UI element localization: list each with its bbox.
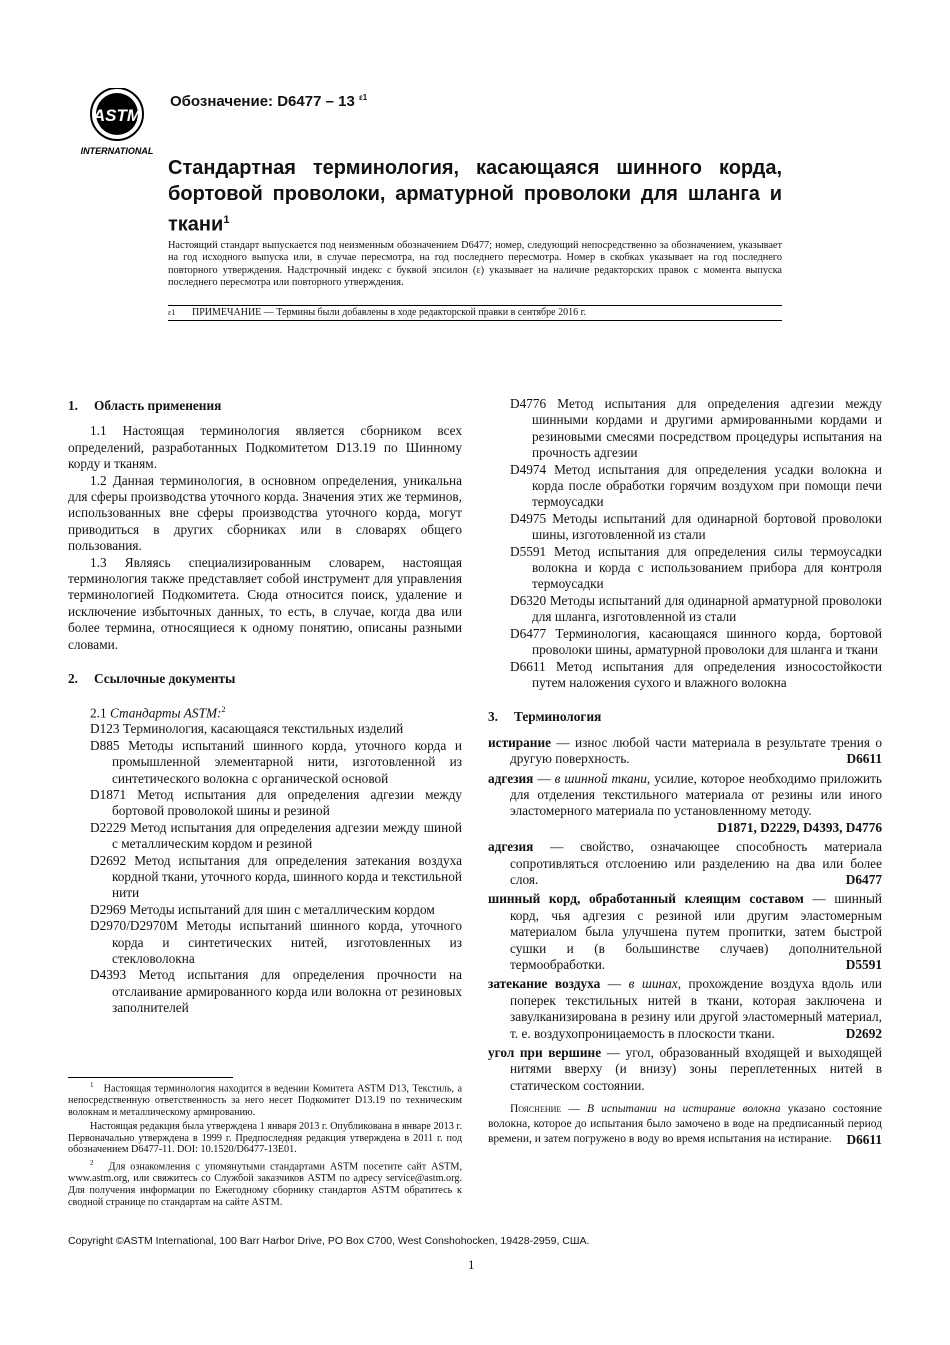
reference-item: D6611 Метод испытания для определения износостойкости путем наложения сухого и влажного волокна [510,658,882,690]
footnote [68,1080,462,1119]
reference-item: D6320 Методы испытаний для одинарной арматурной проволоки для шланга, изготовленной из стали [510,592,882,625]
designation [170,93,367,110]
footnote-text: Настоящая редакция была утверждена 1 января 2013 г. Опубликована в январе 2013 г. Первоначально утверждена в 1999 г. Предпоследняя редакция утверждена в 2011 г. под обозначением D6477-11. DOI: 10.1520/D6477-13E01. [68,1120,462,1156]
para-1-3: 1.3 Являясь специализированным словарем, настоящая терминология также представляет собой инструмент для управления терминологией Подкомитета. Сюда относится поиск, удаление и исключение избыточных данных, то есть, в случае, когда два или более термина, относящиеся к одному понятию, описаны разными словами. [68,554,462,652]
section-2-title: Ссылочные документы [94,671,236,687]
section-3-num: 3. [488,709,498,725]
para-2-1-num: 2.1 [90,704,107,720]
reference-item: D4393 Метод испытания для определения прочности на отслаивание армированного корда или волокна от резиновых заполнителей [90,967,462,1016]
logo-text-bottom: INTERNATIONAL [80,146,154,156]
term-source-code: D5591 [845,957,882,972]
term-source-code: D2692 [845,1025,882,1041]
term-entry [488,891,882,973]
reference-item: D2970/D2970M Методы испытаний шинного корда, уточного корда и синтетических нитей, изготовленных из стекловолокна [90,918,462,967]
explanation-text: указано состояние волокна, которое до испытания было замочено в воде на предписанный период времени, и затем погружено в воду во время испытания на истирание. [488,1103,882,1146]
section-1-title: Область применения [94,398,222,413]
reference-item: D1871 Метод испытания для определения адгезии между бортовой проволокой шины и резиной [90,786,462,819]
term-name: адгезия [488,839,534,855]
logo-text-top: ASTM [92,106,142,125]
para-2-1 [68,702,462,722]
reference-list-left [68,721,462,1016]
term-entry [488,839,882,888]
reference-item: D5591 Метод испытания для определения силы термоусадки волокна и корда с использованием прибора для контроля термоусадки [510,543,882,592]
term-entry: адгезия — в шинной ткани, усилие, которое необходимо приложить для отделения текстильного материала от резины или иного эластомерного материала по установленному методу. D1871, D2229, D4393, D4776 [488,770,882,835]
term-definition: — свойство, означающее способность материала сопротивляться отслоению или разделению на два или более слоя. [510,839,882,887]
term-name: адгезия [488,770,534,786]
term-name: истирание [488,734,552,750]
footnote [68,1158,462,1209]
reference-item: D4776 Метод испытания для определения адгезии между шинными кордами и другими армированными кордами и резиновыми смесями посредством процедуры испытания на прочность адгезии [510,396,882,461]
term-source-code: D6611 [846,751,882,767]
reference-item: D123 Терминология, касающаяся текстильных изделий [90,721,404,737]
explanation-italic: В испытании на истирание волокна [586,1103,781,1116]
term-name: затекание воздуха [488,976,601,992]
term-qualifier: в шинах [628,976,678,992]
term-entry [488,735,882,768]
note-eps: ε1 [168,308,176,317]
reference-item: D885 Методы испытаний шинного корда, уточного корда и промышленной элементарной нити, изготовленной из синтетического волокна с органической основой [90,737,462,786]
page-number: 1 [468,1257,475,1272]
left-column [68,398,462,1017]
explanation-code: D6611 [846,1132,882,1148]
term-entry [488,1045,882,1094]
para-1-2: 1.2 Данная терминология, в основном определения, уникальна для сферы производства уточного корда. Значения этих же терминов, использованных вне сферы производства уточного корда, могут приводиться в других сборниках или в словарях общего пользования. [68,472,462,554]
reference-list-right [488,396,882,691]
para-2-1-label: Стандарты ASTM: [109,704,222,720]
section-2-num: 2. [68,671,78,687]
section-1-heading [68,398,462,414]
page-title [168,155,782,238]
title-text: Стандартная терминология, касающаяся шинного корда, бортовой проволоки, арматурной проволоки для шланга и ткани [168,157,782,236]
reference-item: D2969 Методы испытаний для шин с металлическим кордом [90,901,435,917]
intro-paragraph: Настоящий стандарт выпускается под неизменным обозначением D6477; номер, следующий непосредственно за обозначением, указывает на год исходного выпуска или, в случае пересмотра, на год последнего пересмотра. Номер в скобках указывает на год последнего повторного утверждения. Надстрочный индекс с буквой эпсилон (ε) указывает на наличие редакторских правок с момента выпуска последнего пересмотра или повторного утверждения. [168,240,782,289]
term-definition: , прохождение воздуха вдоль или поперек текстильных нитей в ткани, которая заключена и завулканизирована в резину или другой эластомерный материал, т. е. воздухопроницаемость в плоскости ткани. [510,976,882,1041]
term-definition: — износ любой части материала в результате трения о другую поверхность. [510,734,883,767]
term-definition: — шинный корд, чья адгезия с резиной или другим эластомерным материалом была улучшена путем пропитки, затем быстрой сушки и (в большинстве случаев) дополнительной термообработки. [510,891,882,972]
designation-sup: ε1 [358,93,368,102]
copyright: Copyright ©ASTM International, 100 Barr Harbor Drive, PO Box C700, West Conshohocken, 19428-2959, США. [68,1235,590,1247]
astm-logo [76,88,158,158]
footnotes [68,1080,462,1211]
footnote-mark: 1 [90,1081,94,1089]
designation-text: Обозначение: D6477 – 13 [170,93,355,110]
term-definition: — угол, образованный входящей и выходящей нитями вверху (и внизу) зоны переплетенных нитей в статическом состоянии. [510,1045,882,1093]
note-text: ПРИМЕЧАНИЕ — Термины были добавлены в ходе редакторской правки в сентябре 2016 г. [192,307,587,318]
section-1-num: 1. [68,398,78,413]
title-footnote-ref: 1 [223,214,230,226]
section-2-heading [68,671,462,687]
footnote-divider [68,1077,233,1078]
reference-item: D2229 Метод испытания для определения адгезии между шиной с металлическим кордом и резиной [90,819,462,852]
footnote-text: Для ознакомления с упомянутыми стандартами ASTM посетите сайт ASTM, www.astm.org, или свяжитесь со Службой заказчиков ASTM по адресу service@astm.org. Для получения информации по Ежегодному сборнику стандартов ASTM обратитесь к сводной странице по стандартам на сайте ASTM. [68,1161,463,1208]
term-list [488,735,882,1095]
term-name: шинный корд, обработанный клеящим составом [488,891,804,907]
editorial-note [168,305,782,321]
reference-item: D2692 Метод испытания для определения затекания воздуха кордной ткани, уточного корда, шинного корда и текстильной нити [90,852,463,901]
para-1-1: 1.1 Настоящая терминология является сборником всех определений, разработанных Подкомитетом D13.19 по Шинному корду и тканям. [68,423,462,472]
term-source-code: D1871, D2229, D4393, D4776 [717,819,882,835]
footnote-mark: 2 [90,1159,94,1168]
term-source-code: D6477 [845,871,882,887]
footnote [68,1121,462,1156]
term-name: угол при вершине [488,1045,602,1061]
term-definition: , усилие, которое необходимо приложить для отделения текстильного материала от резины или иного эластомерного материала по установленному методу. [510,770,882,819]
para-2-1-sup: 2 [221,704,226,714]
reference-item: D6477 Терминология, касающаяся шинного корда, бортовой проволоки шины, арматурной проволоки для шланга и ткани [510,625,882,658]
reference-item: D4974 Метод испытания для определения усадки волокна и корда после обработки горячим воздухом при помощи печи термоусадки [510,461,882,510]
reference-item: D4975 Методы испытаний для одинарной бортовой проволоки шины, изготовленной из стали [510,510,882,543]
footnote-text: Настоящая терминология находится в ведении Комитета ASTM D13, Текстиль, а непосредственную ответственность за него несет Подкомитет D13.19 по техническим волокнам и металлическому армированию. [68,1083,462,1118]
explanation-label: Пояснение [510,1103,562,1116]
term-entry: затекание воздуха — в шинах, прохождение воздуха вдоль или поперек текстильных нитей в ткани, которая заключена и завулканизирована в резину или другой эластомерный материал, т. е. воздухопроницаемость в плоскости ткани. D2692 [488,976,882,1041]
section-3-title: Терминология [514,709,602,725]
right-column [488,396,882,1147]
explanation: Пояснение — В испытании на истирание волокна указано состояние волокна, которое до испытания было замочено в воде на предписанный период времени, и затем погружено в воду во время испытания на истирание. D6611 [488,1103,882,1148]
term-qualifier: в шинной ткани [554,770,647,786]
section-3-heading [488,709,882,725]
